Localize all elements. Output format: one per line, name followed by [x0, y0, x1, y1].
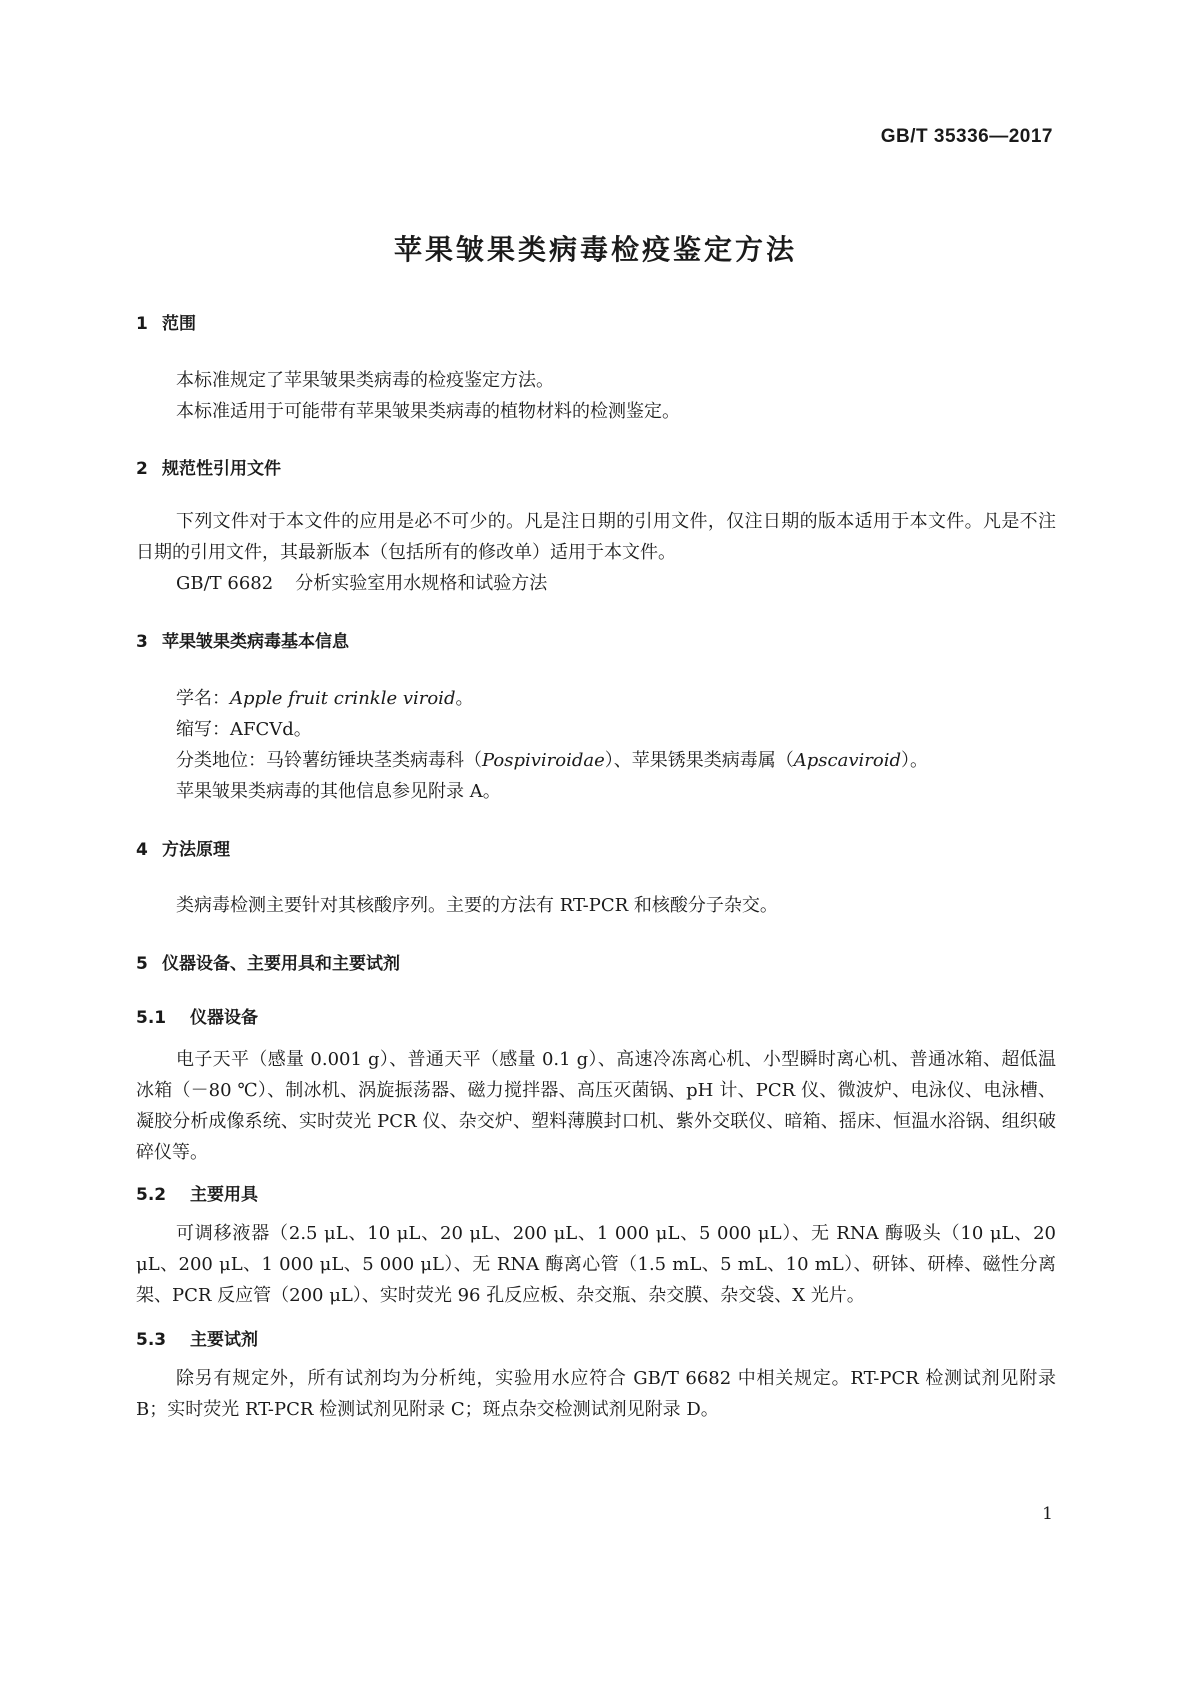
section-title: 仪器设备、主要用具和主要试剂	[162, 954, 400, 974]
punctuation: 。	[455, 688, 474, 709]
abbreviation-line: 缩写：AFCVd。	[176, 719, 312, 740]
paragraph: 本标准适用于可能带有苹果皱果类病毒的植物材料的检测鉴定。	[176, 401, 680, 422]
paragraph: 除另有规定外，所有试剂均为分析纯，实验用水应符合 GB/T 6682 中相关规定。RT-PCR 检测试剂见附录 B；实时荧光 RT-PCR 检测试剂见附录 C；斑点杂交检测试剂见附录 D。	[136, 1368, 1056, 1420]
section-1-heading	[136, 309, 196, 334]
section-5-3-heading	[136, 1325, 258, 1350]
section-number: 3	[136, 632, 148, 652]
paragraph: 下列文件对于本文件的应用是必不可少的。凡是注日期的引用文件，仅注日期的版本适用于本文件。凡是不注日期的引用文件，其最新版本（包括所有的修改单）适用于本文件。	[136, 511, 1056, 563]
scientific-name: Apple fruit crinkle viroid	[230, 688, 456, 709]
text: ）。	[900, 750, 928, 771]
section-title: 仪器设备	[190, 1008, 258, 1028]
page-number: 1	[1042, 1504, 1053, 1524]
section-5-1-heading	[136, 1003, 258, 1028]
standard-code: GB/T 35336—2017	[880, 126, 1053, 147]
reference-title: 分析实验室用水规格和试验方法	[295, 573, 548, 594]
reference-code: GB/T 6682	[176, 573, 274, 594]
page-title: 苹果皱果类病毒检疫鉴定方法	[393, 233, 797, 266]
section-number: 1	[136, 314, 148, 334]
paragraph: 电子天平（感量 0.001 g）、普通天平（感量 0.1 g）、高速冷冻离心机、小型瞬时离心机、普通冰箱、超低温冰箱（－80 ℃）、制冰机、涡旋振荡器、磁力搅拌器、高压灭菌锅、pH 计、PCR 仪、微波炉、电泳仪、电泳槽、凝胶分析成像系统、实时荧光 PCR 仪、杂交炉、塑料薄膜封口机、紫外交联仪、暗箱、摇床、恒温水浴锅、组织破碎仪等。	[136, 1049, 1056, 1163]
section-title: 规范性引用文件	[162, 459, 281, 479]
label: 学名：	[176, 688, 230, 709]
section-3-heading	[136, 627, 349, 652]
section-number: 5.2	[136, 1185, 167, 1205]
section-title: 主要试剂	[190, 1330, 258, 1350]
section-title: 主要用具	[190, 1185, 258, 1205]
paragraph: 可调移液器（2.5 μL、10 μL、20 μL、200 μL、1 000 μL、5 000 μL）、无 RNA 酶吸头（10 μL、20 μL、200 μL、1 000 μL、5 000 μL）、无 RNA 酶离心管（1.5 mL、5 mL、10 mL）、研钵、研棒、磁性分离架、PCR 反应管（200 μL）、实时荧光 96 孔反应板、杂交瓶、杂交膜、杂交袋、X 光片。	[136, 1223, 1056, 1306]
taxonomy-line	[176, 746, 928, 772]
normative-reference	[176, 569, 547, 595]
section-5-heading	[136, 949, 400, 974]
section-number: 4	[136, 840, 148, 860]
section-5-2-heading	[136, 1180, 258, 1205]
paragraph: 本标准规定了苹果皱果类病毒的检疫鉴定方法。	[176, 370, 554, 391]
section-number: 5.1	[136, 1008, 167, 1028]
section-number: 5.3	[136, 1330, 167, 1350]
family-name: Pospiviroidae	[482, 750, 605, 771]
section-number: 5	[136, 954, 148, 974]
section-4-heading	[136, 835, 230, 860]
genus-name: Apscaviroid	[793, 750, 901, 771]
section-title: 方法原理	[162, 840, 230, 860]
section-title: 苹果皱果类病毒基本信息	[162, 632, 349, 652]
text: ）、苹果锈果类病毒属（	[604, 750, 794, 771]
scientific-name-line	[176, 684, 473, 710]
section-title: 范围	[162, 314, 196, 334]
section-2-heading	[136, 454, 281, 479]
other-info-line: 苹果皱果类病毒的其他信息参见附录 A。	[176, 781, 501, 802]
section-number: 2	[136, 459, 148, 479]
text: 分类地位：马铃薯纺锤块茎类病毒科（	[176, 750, 482, 771]
paragraph: 类病毒检测主要针对其核酸序列。主要的方法有 RT-PCR 和核酸分子杂交。	[176, 895, 778, 916]
